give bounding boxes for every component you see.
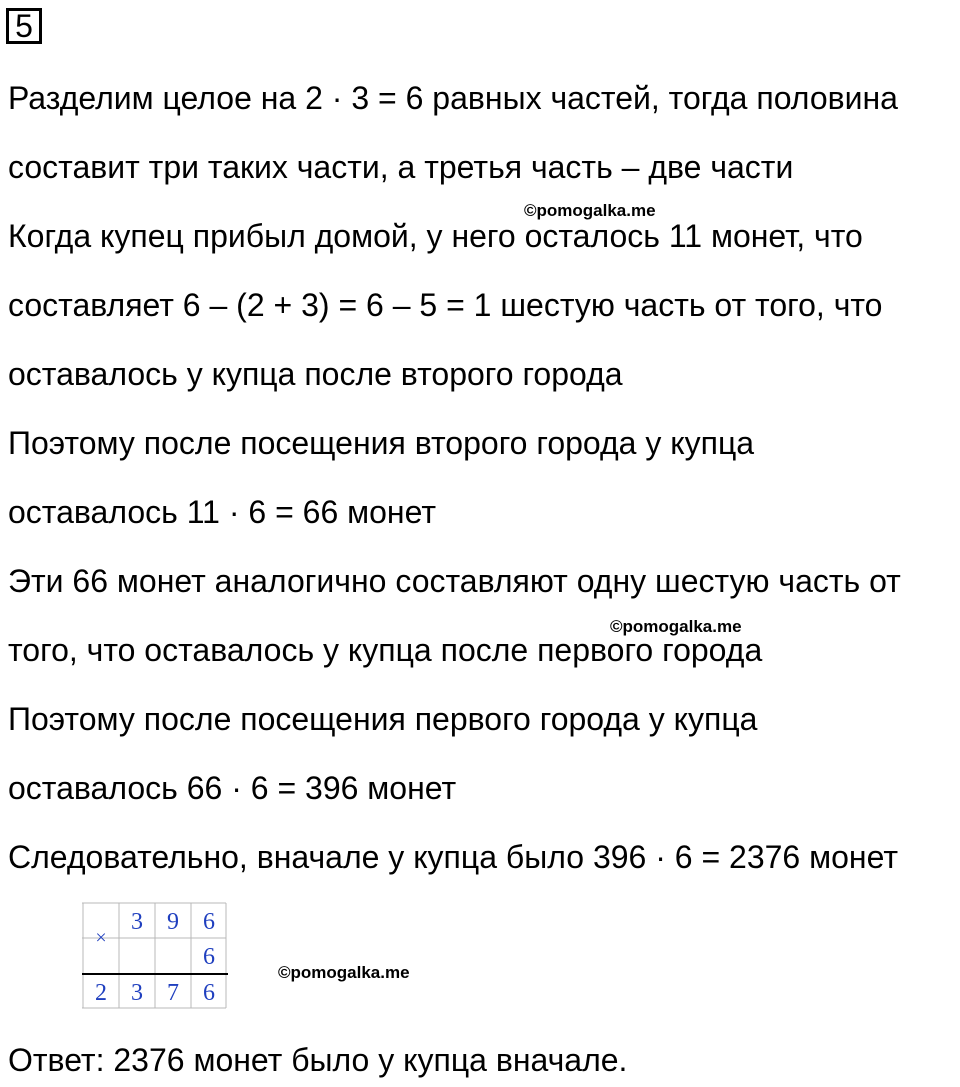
multiplicand-digit: 3 — [131, 909, 143, 935]
text-line-8: Эти 66 монет аналогично составляют одну шестую часть от — [8, 563, 901, 599]
result-digit: 7 — [167, 980, 179, 1006]
result-digit: 2 — [95, 980, 107, 1006]
text-line-2: составит три таких части, а третья часть – две части — [8, 149, 794, 185]
text-line-1: Разделим целое на 2 · 3 = 6 равных частей, тогда половина — [8, 80, 898, 116]
text-line-3: Когда купец прибыл домой, у него осталось 11 монет, что — [8, 218, 863, 254]
text-line-9: того, что оставалось у купца после первого города — [8, 632, 763, 668]
watermark-2: ©pomogalka.me — [610, 617, 742, 636]
result-digit: 3 — [131, 980, 143, 1006]
multiplier-digit: 6 — [203, 944, 215, 970]
text-line-6: Поэтому после посещения второго города у купца — [8, 425, 755, 461]
text-line-10: Поэтому после посещения первого города у купца — [8, 701, 758, 737]
text-line-12: Следовательно, вначале у купца было 396 · 6 = 2376 монет — [8, 839, 898, 875]
text-line-11: оставалось 66 · 6 = 396 монет — [8, 770, 457, 806]
text-line-7: оставалось 11 · 6 = 66 монет — [8, 494, 436, 530]
multiplicand-digit: 6 — [203, 909, 215, 935]
multiply-sign: × — [95, 927, 107, 949]
task-number: 5 — [6, 8, 42, 44]
text-line-4: составляет 6 – (2 + 3) = 6 – 5 = 1 шестую часть от того, что — [8, 287, 883, 323]
result-digit: 6 — [203, 980, 215, 1006]
text-line-5: оставалось у купца после второго города — [8, 356, 623, 392]
multiplicand-digit: 9 — [167, 909, 179, 935]
column-multiplication — [82, 902, 232, 1015]
answer-line: Ответ: 2376 монет было у купца вначале. — [8, 1042, 628, 1078]
watermark-3: ©pomogalka.me — [278, 963, 410, 982]
watermark-1: ©pomogalka.me — [524, 201, 656, 220]
